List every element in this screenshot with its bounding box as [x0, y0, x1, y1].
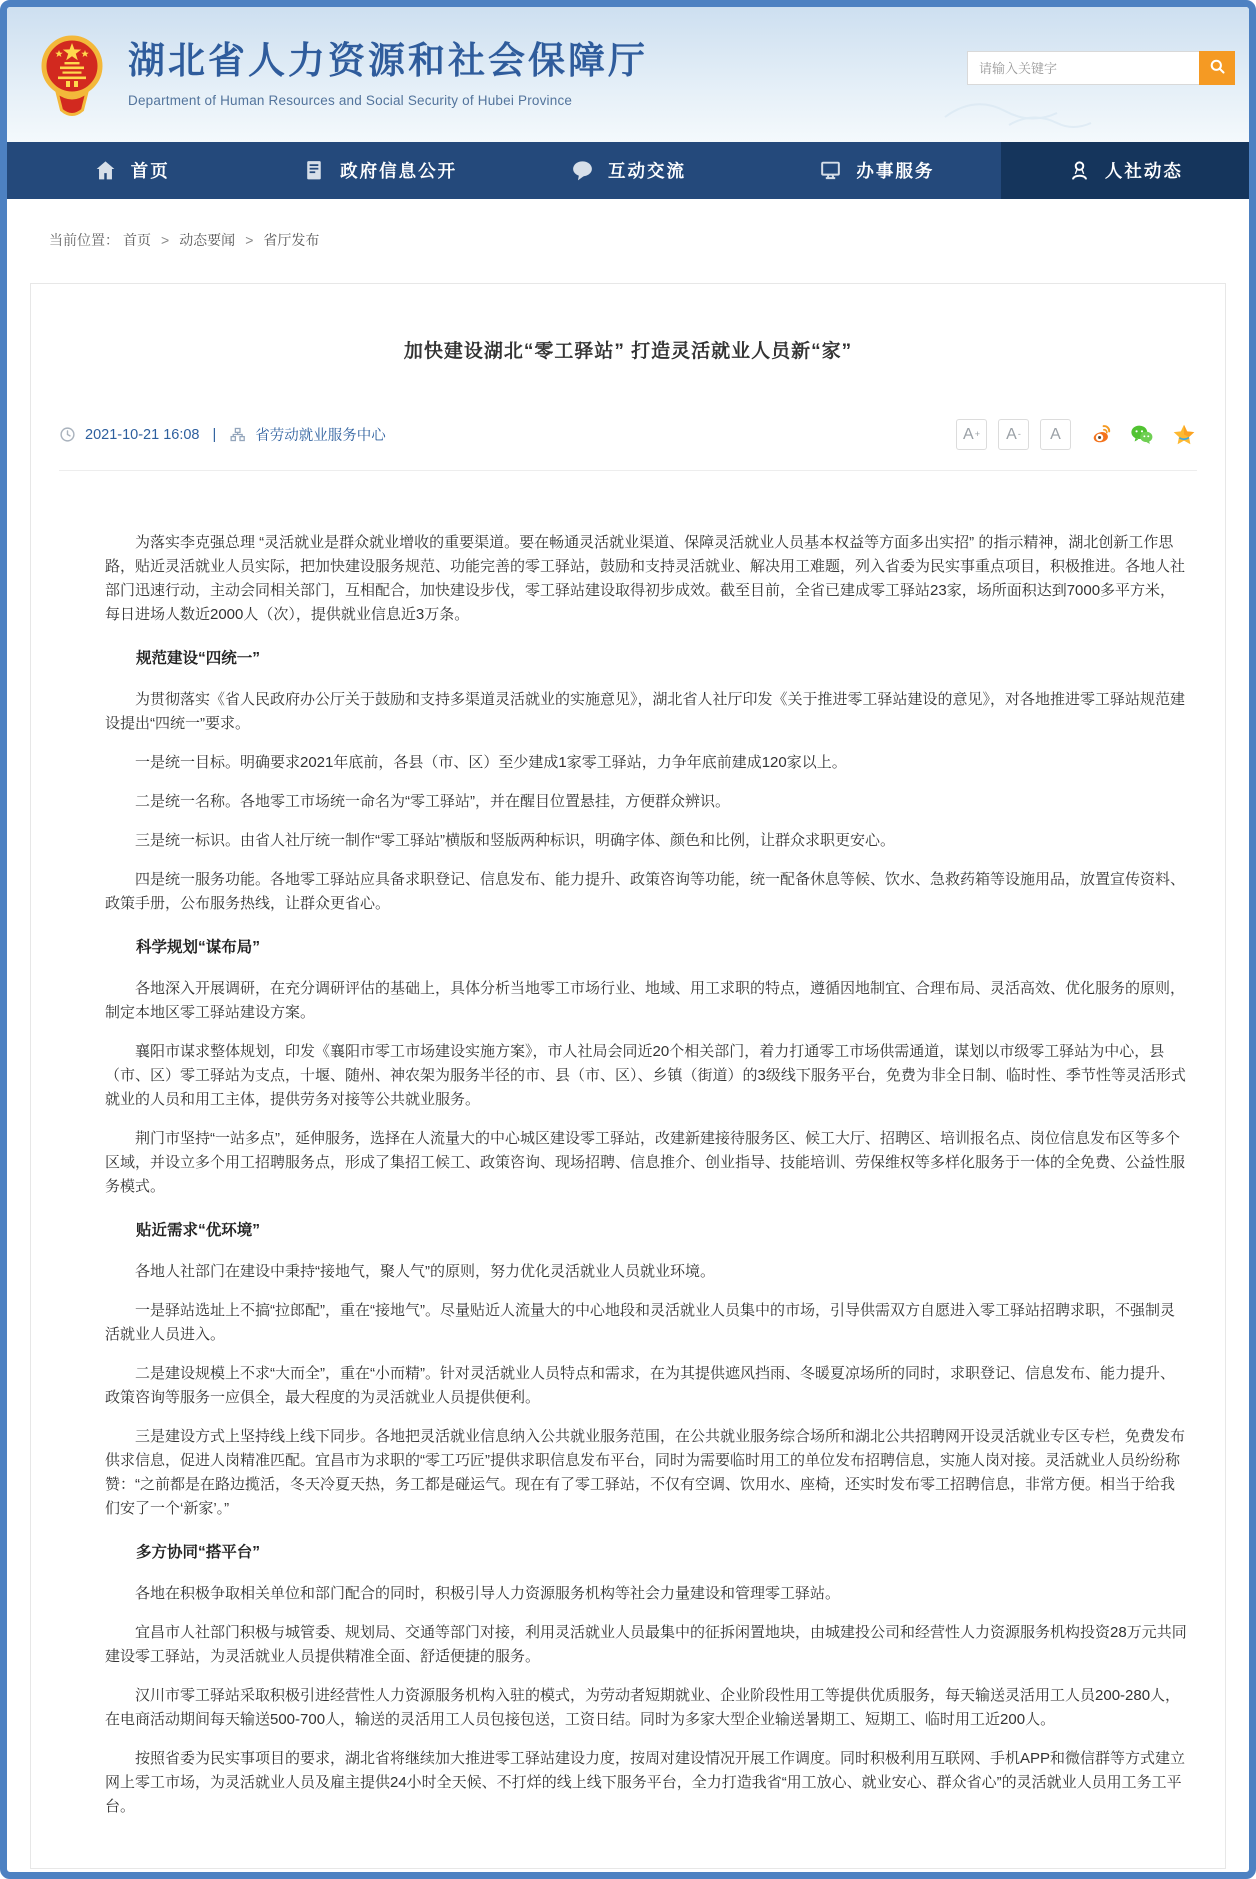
home-icon: [93, 158, 118, 183]
article-title: 加快建设湖北“零工驿站” 打造灵活就业人员新“家”: [403, 341, 853, 362]
breadcrumb-separator: >: [161, 232, 170, 248]
nav-item-label: 互动交流: [608, 161, 687, 181]
breadcrumb-separator: >: [245, 232, 254, 248]
article-meta-bar: [59, 419, 1197, 471]
breadcrumb: [7, 199, 1249, 283]
article-paragraph: 各地深入开展调研，在充分调研评估的基础上，具体分析当地零工市场行业、地域、用工求职的特点，遵循因地制宜、合理布局、灵活高效、优化服务的原则，制定本地区零工驿站建设方案。: [105, 980, 1186, 1021]
article-card: [30, 283, 1226, 1869]
national-emblem-logo: [41, 32, 103, 120]
article-paragraph: 各地人社部门在建设中秉持“接地气，聚人气”的原则，努力优化灵活就业人员就业环境。: [135, 1263, 715, 1280]
font-reset-button[interactable]: A: [1040, 419, 1071, 450]
nav-item-label: 首页: [130, 161, 170, 181]
person-icon: [1067, 158, 1092, 183]
article-paragraph: 荆门市坚持“一站多点”，延伸服务，选择在人流量大的中心城区建设零工驿站，改建新建接待服务区、候工大厅、招聘区、培训报名点、岗位信息发布区等多个区域，并设立多个用工招聘服务点，形成了集招工候工、政策咨询、现场招聘、信息推介、创业指导、技能培训、劳保维权等多样化服务于一体的全免费、公益性服务模式。: [105, 1130, 1186, 1195]
meta-separator: |: [212, 426, 217, 443]
site-search: [967, 51, 1235, 85]
article-paragraph: 按照省委为民实事项目的要求，湖北省将继续加大推进零工驿站建设力度，按周对建设情况开展工作调度。同时积极利用互联网、手机APP和微信群等方式建立网上零工市场，为灵活就业人员及雇主提供24小时全天候、不打烊的线上线下服务平台，全力打造我省“用工放心、就业安心、群众省心”的灵活就业人员用工务工平台。: [105, 1750, 1186, 1815]
speech-bubble-icon: [570, 158, 595, 183]
nav-item-label: 人社动态: [1104, 161, 1183, 181]
article-paragraph: 一是驿站选址上不搞“拉郎配”，重在“接地气”。尽量贴近人流量大的中心地段和灵活就业人员集中的市场，引导供需双方自愿进入零工驿站招聘求职，不强制灵活就业人员进入。: [105, 1302, 1175, 1343]
publish-date: 2021-10-21 16:08: [85, 426, 200, 443]
article-paragraph: 四是统一服务功能。各地零工驿站应具备求职登记、信息发布、能力提升、政策咨询等功能，统一配备休息等候、饮水、急救药箱等设施用品，放置宣传资料、政策手册，公布服务热线，让群众更省心。: [105, 871, 1186, 912]
article-section-heading: 科学规划“谋布局”: [136, 939, 261, 956]
nav-item-gov-info[interactable]: [255, 142, 503, 199]
article-paragraph: 为落实李克强总理 “灵活就业是群众就业增收的重要渠道。要在畅通灵活就业渠道、保障灵活就业人员基本权益等方面多出实招” 的指示精神，湖北创新工作思路，贴近灵活就业人员实际，把加快建设服务规范、功能完善的零工驿站，鼓励和支持灵活就业、解决用工难题，列入省委为民实事重点项目，积极推进。各地人社部门迅速行动，主动会同相关部门，互相配合，加快建设步伐，零工驿站建设取得初步成效。截至目前，全省已建成零工驿站23家，场所面积达到7000多平方米，每日进场人数近2000人（次），提供就业信息近3万条。: [105, 534, 1186, 623]
site-title: 湖北省人力资源和社会保障厅: [128, 40, 648, 82]
article-paragraph: 为贯彻落实《省人民政府办公厅关于鼓励和支持多渠道灵活就业的实施意见》，湖北省人社厅印发《关于推进零工驿站建设的意见》，对各地推进零工驿站规范建设提出“四统一”要求。: [105, 691, 1186, 732]
article-section-heading: 规范建设“四统一”: [136, 650, 261, 667]
article-paragraph: 一是统一目标。明确要求2021年底前，各县（市、区）至少建成1家零工驿站，力争年底前建成120家以上。: [135, 754, 847, 771]
share-wechat-icon[interactable]: [1128, 421, 1155, 448]
site-subtitle: Department of Human Resources and Social Security of Hubei Province: [128, 92, 573, 108]
article-body: [105, 531, 1189, 1819]
monitor-icon: [818, 158, 843, 183]
site-header: [7, 7, 1249, 142]
article-paragraph: 三是建设方式上坚持线上线下同步。各地把灵活就业信息纳入公共就业服务范围，在公共就业服务综合场所和湖北公共招聘网开设灵活就业专区专栏，免费发布供求信息，促进人岗精准匹配。宜昌市为求职的“零工巧匠”提供求职信息发布平台，同时为需要临时用工的单位发布招聘信息，实施人岗对接。灵活就业人员纷纷称赞：“之前都是在路边揽活，冬天冷夏天热，务工都是碰运气。现在有了零工驿站，不仅有空调、饮用水、座椅，还实时发布零工招聘信息，非常方便。相当于给我们安了一个‘新家’。”: [105, 1428, 1186, 1517]
breadcrumb-item-1[interactable]: 首页: [123, 232, 151, 248]
font-larger-button[interactable]: A +: [956, 419, 987, 450]
breadcrumb-label: 当前位置：: [49, 232, 119, 248]
article-paragraph: 二是统一名称。各地零工市场统一命名为“零工驿站”，并在醒目位置悬挂，方便群众辨识。: [135, 793, 730, 810]
article-section-heading: 贴近需求“优环境”: [136, 1222, 261, 1239]
search-icon: [1208, 57, 1227, 79]
main-nav: [7, 142, 1249, 199]
breadcrumb-item-2[interactable]: 动态要闻: [179, 232, 236, 248]
article-paragraph: 二是建设规模上不求“大而全”，重在“小而精”。针对灵活就业人员特点和需求，在为其提供遮风挡雨、冬暖夏凉场所的同时，求职登记、信息发布、能力提升、政策咨询等服务一应俱全，最大程度的为灵活就业人员提供便利。: [105, 1365, 1175, 1406]
article-meta: [59, 424, 386, 445]
nav-item-services[interactable]: [752, 142, 1000, 199]
article-paragraph: 宜昌市人社部门积极与城管委、规划局、交通等部门对接，利用灵活就业人员最集中的征拆闲置地块，由城建投公司和经营性人力资源服务机构投资28万元共同建设零工驿站，为灵活就业人员提供精准全面、舒适便捷的服务。: [105, 1624, 1187, 1665]
nav-item-label: 办事服务: [856, 161, 935, 181]
nav-item-label: 政府信息公开: [340, 161, 458, 181]
share-weibo-icon[interactable]: [1086, 421, 1113, 448]
share-qzone-icon[interactable]: [1170, 421, 1197, 448]
document-icon: [302, 158, 327, 183]
clock-icon: [59, 426, 76, 443]
article-paragraph: 襄阳市谋求整体规划，印发《襄阳市零工市场建设实施方案》，市人社局会同近20个相关部门，着力打通零工市场供需通道，谋划以市级零工驿站为中心，县（市、区）零工驿站为支点，十堰、随州、神农架为服务半径的市、县（市、区）、乡镇（街道）的3级线下服务平台，免费为非全日制、临时性、季节性等灵活形式就业的人员和用工主体，提供劳务对接等公共就业服务。: [105, 1043, 1186, 1108]
article-toolbar: [956, 419, 1197, 450]
search-button[interactable]: [1199, 51, 1235, 85]
article-paragraph: 汉川市零工驿站采取积极引进经营性人力资源服务机构入驻的模式，为劳动者短期就业、企业阶段性用工等提供优质服务，每天输送灵活用工人员200-280人，在电商活动期间每天输送500-700人，输送的灵活用工人员包接包送，工资日结。同时为多家大型企业输送暑期工、短期工、临时用工近200人。: [105, 1687, 1181, 1728]
search-input[interactable]: [967, 51, 1199, 85]
article-section-heading: 多方协同“搭平台”: [136, 1544, 261, 1561]
article-source[interactable]: 省劳动就业服务中心: [255, 428, 386, 444]
nav-item-interaction[interactable]: [504, 142, 752, 199]
font-smaller-button[interactable]: A -: [998, 419, 1029, 450]
breadcrumb-item-3[interactable]: 省厅发布: [263, 232, 320, 248]
article-paragraph: 三是统一标识。由省人社厅统一制作“零工驿站”横版和竖版两种标识，明确字体、颜色和比例，让群众求职更安心。: [135, 832, 895, 849]
nav-item-hr-news[interactable]: [1001, 142, 1249, 199]
nav-item-home[interactable]: [7, 142, 255, 199]
cloud-decoration-icon: [939, 87, 1099, 136]
source-org-icon: [229, 426, 246, 443]
article-paragraph: 各地在积极争取相关单位和部门配合的同时，积极引导人力资源服务机构等社会力量建设和管理零工驿站。: [135, 1585, 841, 1602]
